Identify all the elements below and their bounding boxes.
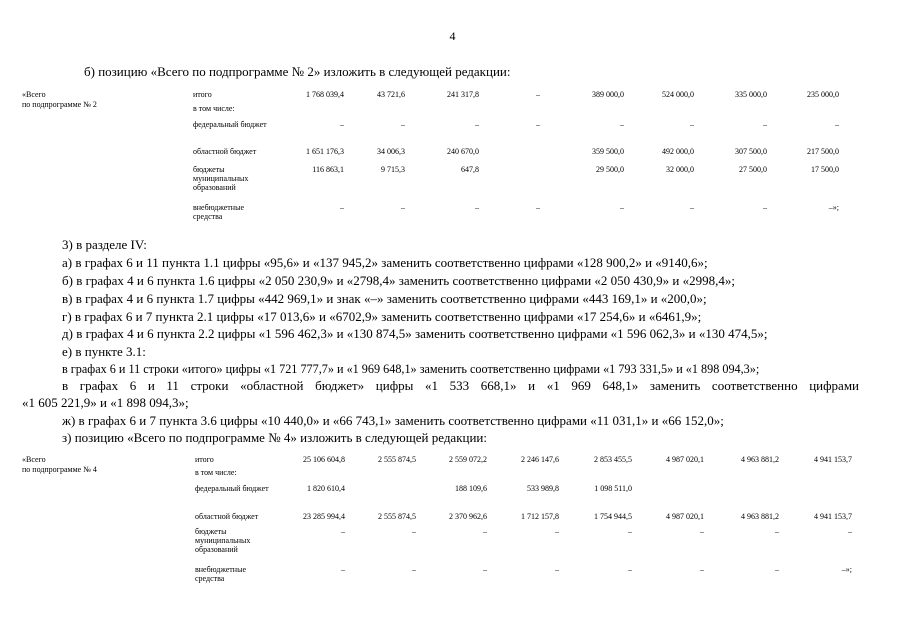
- table-cell: –: [340, 120, 344, 129]
- table-title: [22, 90, 97, 110]
- table-cell: –: [483, 527, 487, 536]
- line-e-itogo: в графах 6 и 11 строки «итого» цифры «1 721 777,7» и «1 969 648,1» заменить соответственно цифрами «1 793 331,5» и «1 898 094,3»;: [62, 362, 760, 376]
- table-cell: 359 500,0: [592, 147, 624, 156]
- table-cell: 1 768 039,4: [306, 90, 344, 99]
- row-label: областной бюджет: [195, 512, 259, 521]
- table-cell: 25 106 604,8: [303, 455, 345, 464]
- table-cell: 34 006,3: [377, 147, 405, 156]
- table-cell: –: [620, 120, 624, 129]
- line-d: д) в графах 4 и 6 пункта 2.2 цифры «1 596 462,3» и «130 874,5» заменить соответственно цифрами «1 596 062,3» и «130 474,5»;: [62, 326, 768, 341]
- table-cell: –: [555, 527, 559, 536]
- table-cell: –: [401, 203, 405, 212]
- table-cell: 240 670,0: [447, 147, 479, 156]
- table-cell: 647,8: [461, 165, 479, 174]
- table-cell: –: [536, 120, 540, 129]
- row-label: федеральный бюджет: [193, 120, 267, 129]
- table-cell: –: [401, 120, 405, 129]
- table-cell: –: [341, 527, 345, 536]
- table-cell: 524 000,0: [662, 90, 694, 99]
- table-cell: 241 317,8: [447, 90, 479, 99]
- heading-subprogram-2: б) позицию «Всего по подпрограмме № 2» изложить в следующей редакции:: [84, 64, 511, 79]
- table-cell: 1 651 176,3: [306, 147, 344, 156]
- table-cell: 1 098 511,0: [594, 484, 632, 493]
- line-e: е) в пункте 3.1:: [62, 344, 146, 359]
- table-title-line: «Всего: [22, 455, 46, 464]
- table-cell: 389 000,0: [592, 90, 624, 99]
- line-a: а) в графах 6 и 11 пункта 1.1 цифры «95,6» и «137 945,2» заменить соответственно цифрами «128 900,2» и «9140,6»;: [62, 255, 708, 270]
- row-label: бюджеты муниципальных образований: [195, 527, 251, 554]
- table-cell: 1 712 157,8: [521, 512, 559, 521]
- table-cell: –: [555, 565, 559, 574]
- line-section-iv: 3) в разделе IV:: [62, 237, 147, 252]
- table-cell: 2 370 962,6: [449, 512, 487, 521]
- table-cell: 116 863,1: [312, 165, 344, 174]
- table-cell: 2 555 874,5: [378, 512, 416, 521]
- table-cell: –: [763, 120, 767, 129]
- table-cell: –: [620, 203, 624, 212]
- line-g: г) в графах 6 и 7 пункта 2.1 цифры «17 013,6» и «6702,9» заменить соответственно цифрами «17 254,6» и «6461,9»;: [62, 309, 702, 324]
- row-label: внебюджетные средства: [195, 565, 246, 583]
- table-cell: 1 820 610,4: [307, 484, 345, 493]
- table-cell: 533 989,8: [527, 484, 559, 493]
- table-cell: 23 285 994,4: [303, 512, 345, 521]
- table-cell: –: [628, 527, 632, 536]
- table-cell: 32 000,0: [666, 165, 694, 174]
- row-label: итого: [193, 90, 212, 99]
- table-cell: –: [690, 203, 694, 212]
- table-cell: –: [475, 203, 479, 212]
- table-cell: –: [775, 565, 779, 574]
- table-cell: 4 963 881,2: [741, 512, 779, 521]
- table-cell: 9 715,3: [381, 165, 405, 174]
- table-cell: –: [341, 565, 345, 574]
- table-cell: 2 555 874,5: [378, 455, 416, 464]
- table-title: [22, 455, 97, 475]
- table-cell: –: [690, 120, 694, 129]
- table-cell: 307 500,0: [735, 147, 767, 156]
- table-cell: 492 000,0: [662, 147, 694, 156]
- table-cell: 1 754 944,5: [594, 512, 632, 521]
- line-z: з) позицию «Всего по подпрограмме № 4» изложить в следующей редакции:: [62, 430, 488, 445]
- table-cell: 4 941 153,7: [814, 455, 852, 464]
- row-label: внебюджетные средства: [193, 203, 244, 221]
- table-cell: –: [536, 90, 540, 99]
- table-cell: –»;: [841, 565, 852, 574]
- table-cell: 235 000,0: [807, 90, 839, 99]
- table-cell: –: [412, 565, 416, 574]
- table-cell: –: [483, 565, 487, 574]
- table-cell: –: [700, 565, 704, 574]
- table-title-line: по подпрограмме № 2: [22, 100, 97, 109]
- row-label: областной бюджет: [193, 147, 257, 156]
- line-e-regional-2: «1 605 221,9» и «1 898 094,3»;: [22, 395, 189, 410]
- table-cell: 4 963 881,2: [741, 455, 779, 464]
- table-cell: 29 500,0: [596, 165, 624, 174]
- table-cell: –: [848, 527, 852, 536]
- table-cell: 217 500,0: [807, 147, 839, 156]
- table-cell: –: [340, 203, 344, 212]
- table-cell: 4 941 153,7: [814, 512, 852, 521]
- table-cell: 43 721,6: [377, 90, 405, 99]
- table-cell: 4 987 020,1: [666, 512, 704, 521]
- page-number: 4: [449, 29, 456, 43]
- row-label: в том числе:: [193, 104, 235, 113]
- table-cell: –: [536, 203, 540, 212]
- line-b: б) в графах 4 и 6 пункта 1.6 цифры «2 050 230,9» и «2798,4» заменить соответственно цифрами «2 050 430,9» и «2998,4»;: [62, 273, 735, 288]
- table-cell: 4 987 020,1: [666, 455, 704, 464]
- table-cell: 2 559 072,2: [449, 455, 487, 464]
- table-cell: –»;: [828, 203, 839, 212]
- table-cell: –: [775, 527, 779, 536]
- table-cell: –: [475, 120, 479, 129]
- table-title-line: по подпрограмме № 4: [22, 465, 97, 474]
- table-cell: 2 853 455,5: [594, 455, 632, 464]
- line-e-regional-1: в графах 6 и 11 строки «областной бюджет» цифры «1 533 668,1» и «1 969 648,1» заменить соответственно цифрами: [62, 378, 859, 393]
- table-cell: 188 109,6: [455, 484, 487, 493]
- table-cell: 17 500,0: [811, 165, 839, 174]
- table-cell: 27 500,0: [739, 165, 767, 174]
- row-label: федеральный бюджет: [195, 484, 269, 493]
- table-cell: –: [412, 527, 416, 536]
- row-label: итого: [195, 455, 214, 464]
- table-cell: –: [835, 120, 839, 129]
- table-cell: –: [763, 203, 767, 212]
- table-cell: 2 246 147,6: [521, 455, 559, 464]
- table-title-line: «Всего: [22, 90, 46, 99]
- line-v: в) в графах 4 и 6 пункта 1.7 цифры «442 969,1» и знак «–» заменить соответственно цифрами «443 169,1» и «200,0»;: [62, 291, 707, 306]
- table-cell: –: [628, 565, 632, 574]
- row-label: в том числе:: [195, 468, 237, 477]
- line-zh: ж) в графах 6 и 7 пункта 3.6 цифры «10 440,0» и «66 743,1» заменить соответственно цифрами «11 031,1» и «66 152,0»;: [62, 413, 724, 428]
- table-cell: –: [700, 527, 704, 536]
- row-label: бюджеты муниципальных образований: [193, 165, 249, 192]
- table-cell: 335 000,0: [735, 90, 767, 99]
